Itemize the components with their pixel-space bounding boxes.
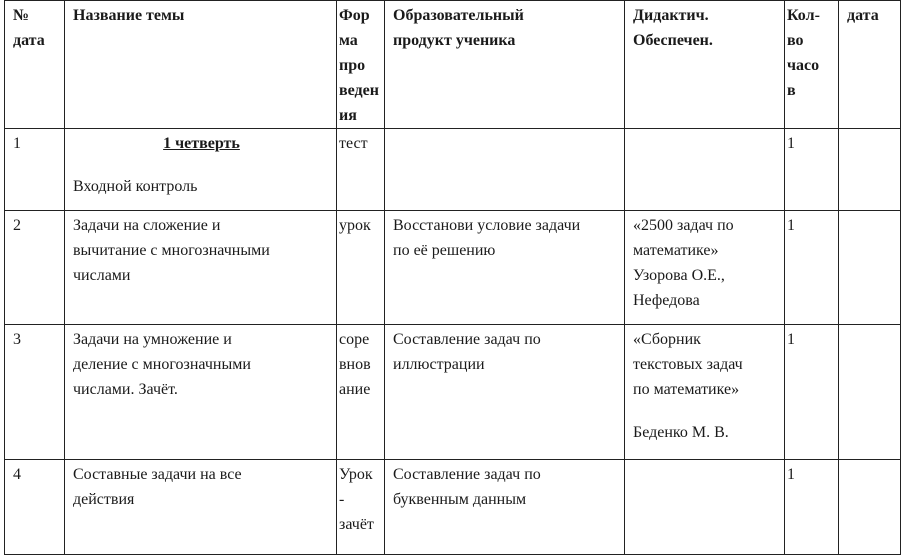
header-form-line: веден <box>339 82 379 99</box>
header-product <box>385 1 625 129</box>
date-cell <box>839 129 901 211</box>
header-date <box>839 1 901 129</box>
table-row <box>5 460 901 555</box>
product-cell <box>385 129 625 211</box>
topic-line: Задачи на умножение и <box>73 331 232 348</box>
form-cell <box>337 460 385 555</box>
hours-cell: 1 <box>785 211 839 325</box>
form-line: Урок <box>339 466 373 483</box>
product-line: Восстанови условие задачи <box>393 217 581 234</box>
product-cell <box>385 325 625 460</box>
header-form-line: ма <box>339 32 358 49</box>
form-line: соре <box>339 331 370 348</box>
header-topic-label: Название темы <box>73 7 185 24</box>
didactic-cell <box>625 460 785 555</box>
header-hours-line: во <box>787 32 804 49</box>
header-hours-line: часо <box>787 57 820 74</box>
row-number: 1 <box>5 129 65 211</box>
header-product-line: Образовательный <box>393 7 524 24</box>
form-line: ание <box>339 381 371 398</box>
topic-line: вычитание с многозначными <box>73 242 270 259</box>
didactic-line: Нефедова <box>633 292 700 309</box>
didactic-cell <box>625 325 785 460</box>
didactic-cell <box>625 211 785 325</box>
topic-line: числами <box>73 267 131 284</box>
header-hours-line: Кол- <box>787 7 820 24</box>
product-line: буквенным данным <box>393 491 527 508</box>
hours-cell: 1 <box>785 325 839 460</box>
product-line: по её решению <box>393 242 496 259</box>
header-date-sub: дата <box>13 32 45 49</box>
header-form-line: про <box>339 57 366 74</box>
topic-cell <box>65 325 337 460</box>
topic-cell <box>65 460 337 555</box>
didactic-line: «2500 задач по <box>633 217 734 234</box>
product-line: иллюстрации <box>393 356 485 373</box>
didactic-cell <box>625 129 785 211</box>
didactic-line: Узорова О.Е., <box>633 267 725 284</box>
didactic-line: «Сборник <box>633 331 701 348</box>
topic-line: Задачи на сложение и <box>73 217 221 234</box>
header-didactic <box>625 1 785 129</box>
table-row <box>5 325 901 460</box>
header-didactic-line: Обеспечен. <box>633 32 713 49</box>
hours-cell: 1 <box>785 129 839 211</box>
lesson-plan-table <box>4 0 901 555</box>
product-cell <box>385 460 625 555</box>
row-number: 4 <box>5 460 65 555</box>
header-topic <box>65 1 337 129</box>
didactic-line: Беденко М. В. <box>633 424 729 441</box>
table-row <box>5 129 901 211</box>
header-form-line: Фор <box>339 7 370 24</box>
header-hours <box>785 1 839 129</box>
topic-cell <box>65 211 337 325</box>
form-line: - <box>339 491 345 508</box>
topic-line: деление с многозначными <box>73 356 251 373</box>
header-hours-line: в <box>787 82 796 99</box>
header-row <box>5 1 901 129</box>
header-number-date <box>5 1 65 129</box>
quarter-heading: 1 четверть <box>163 135 240 152</box>
form-cell <box>337 211 385 325</box>
topic-cell <box>65 129 337 211</box>
didactic-line: математике» <box>633 242 719 259</box>
hours-cell: 1 <box>785 460 839 555</box>
date-cell <box>839 325 901 460</box>
topic-line: действия <box>73 491 135 508</box>
form-line: урок <box>339 217 371 234</box>
header-number: № <box>13 7 30 24</box>
product-line: Составление задач по <box>393 466 541 483</box>
product-cell <box>385 211 625 325</box>
header-didactic-line: Дидактич. <box>633 7 709 24</box>
topic-line: Входной контроль <box>73 178 198 195</box>
product-line: Составление задач по <box>393 331 541 348</box>
row-number: 3 <box>5 325 65 460</box>
date-cell <box>839 211 901 325</box>
didactic-line: по математике» <box>633 381 740 398</box>
date-cell <box>839 460 901 555</box>
didactic-line: текстовых задач <box>633 356 743 373</box>
row-number: 2 <box>5 211 65 325</box>
header-form <box>337 1 385 129</box>
table-row <box>5 211 901 325</box>
form-cell <box>337 129 385 211</box>
form-line: внов <box>339 356 371 373</box>
header-form-line: ия <box>339 107 357 124</box>
form-line: тест <box>339 135 368 152</box>
topic-line: Составные задачи на все <box>73 466 242 483</box>
form-cell <box>337 325 385 460</box>
topic-line: числами. Зачёт. <box>73 381 178 398</box>
header-product-line: продукт ученика <box>393 32 516 49</box>
form-line: зачёт <box>339 516 374 533</box>
header-date-label: дата <box>847 7 879 24</box>
